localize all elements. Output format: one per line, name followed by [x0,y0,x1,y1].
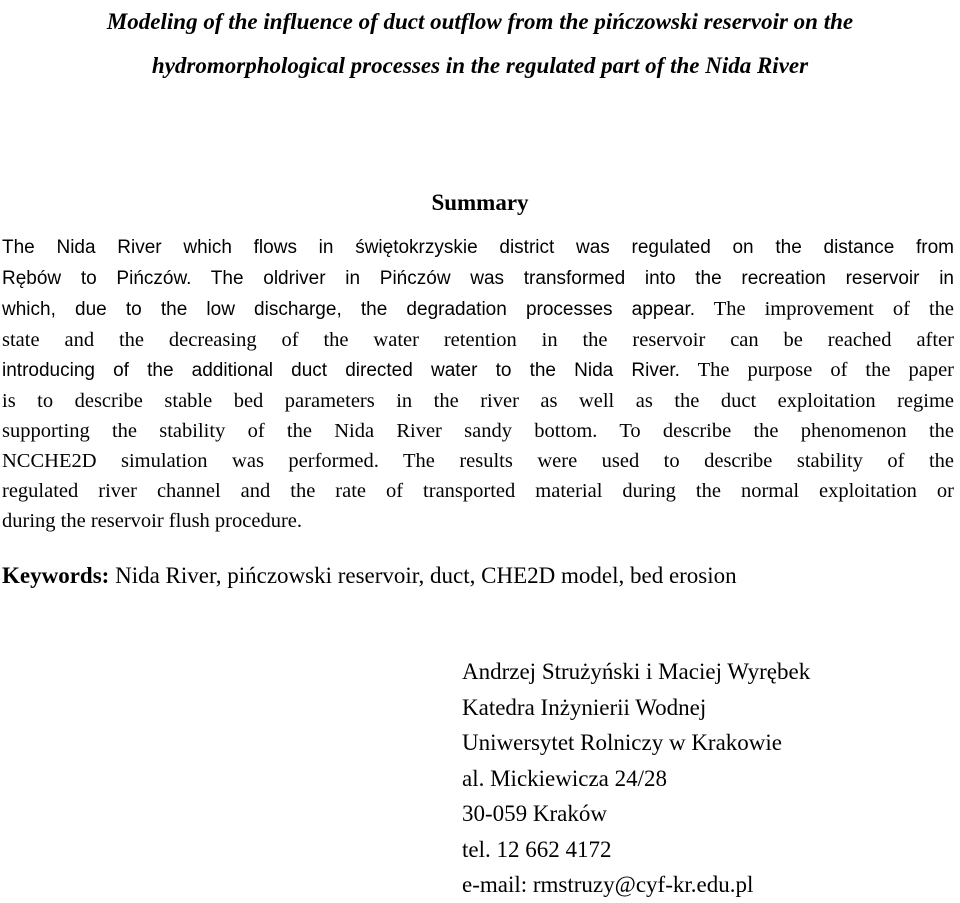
summary-line-9: regulated river channel and the rate of transported material during the normal exploitation or [2,480,954,502]
summary-line-7: supporting the stability of the Nida River sandy bottom. To describe the phenomenon the [2,420,954,442]
summary-body [2,232,954,536]
keywords-text: Nida River, pińczowski reservoir, duct, CHE2D model, bed erosion [109,563,737,588]
summary-line-8: NCCHE2D simulation was performed. The results were used to describe stability of the [2,450,954,472]
paper-title [0,0,960,88]
summary-line-4: state and the decreasing of the water retention in the reservoir can be reached after [2,329,954,351]
summary-line-6: is to describe stable bed parameters in the river as well as the duct exploitation regime [2,390,954,412]
title-line-2: hydromorphological processes in the regulated part of the Nida River [151,53,809,78]
title-line-1: Modeling of the influence of duct outflow from the pińczowski reservoir on the [106,9,854,34]
summary-line-1: The Nida River which flows in świętokrzyskie district was regulated on the distance from [2,237,954,258]
department: Katedra Inżynierii Wodnej [462,694,707,720]
summary-line-5: introducing of the additional duct directed water to the Nida River. The purpose of the paper [2,359,954,381]
street-address: al. Mickiewicza 24/28 [462,765,668,791]
author-address [462,654,810,903]
keywords [2,558,954,594]
summary-line-3: which, due to the low discharge, the degradation processes appear. The improvement of the [2,298,954,320]
email: e-mail: rmstruzy@cyf-kr.edu.pl [462,872,754,897]
phone: tel. 12 662 4172 [462,836,612,862]
author-names: Andrzej Strużyński i Maciej Wyrębek [462,659,811,684]
postal-city: 30-059 Kraków [462,801,607,826]
summary-line-2: Rębów to Pińczów. The oldriver in Pińczów was transformed into the recreation reservoir in [2,268,954,289]
university: Uniwersytet Rolniczy w Krakowie [462,730,783,755]
keywords-label: Keywords: [2,563,110,588]
summary-line-10: during the reservoir flush procedure. [2,510,302,532]
summary-heading: Summary [431,190,529,215]
